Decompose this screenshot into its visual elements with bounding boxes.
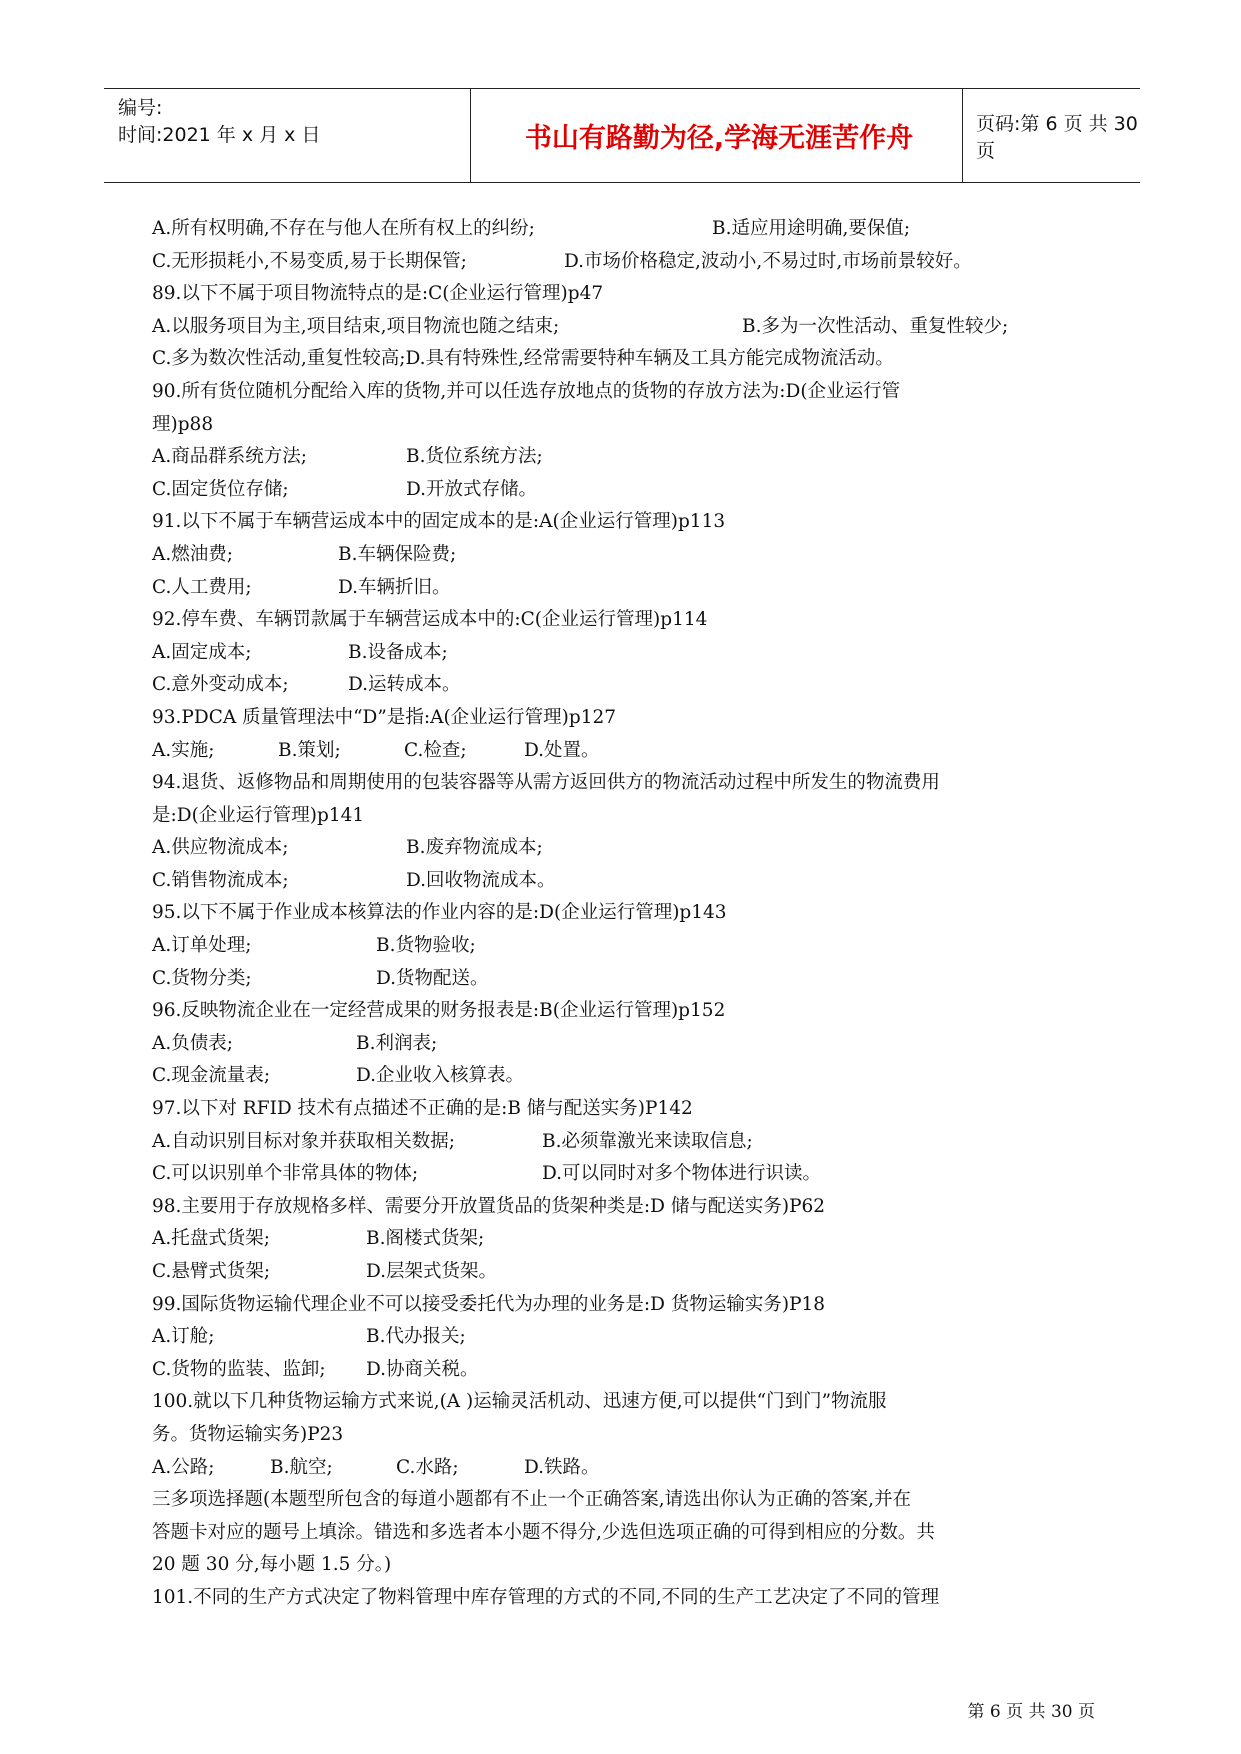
text-segment: B.阁楼式货架; bbox=[366, 1228, 485, 1250]
text-line bbox=[152, 441, 1112, 474]
text-line bbox=[152, 1093, 1112, 1126]
text-segment: C.现金流量表; bbox=[152, 1065, 271, 1087]
text-segment: A.燃油费; bbox=[152, 543, 233, 565]
text-segment: B.代办报关; bbox=[366, 1326, 466, 1348]
text-segment: 答题卡对应的题号上填涂。错选和多选者本小题不得分,少选但选项正确的可得到相应的分数。共 bbox=[152, 1521, 935, 1543]
text-line bbox=[152, 995, 1112, 1028]
header-divider-right bbox=[962, 89, 963, 182]
text-segment: C.固定货位存储; bbox=[152, 478, 289, 500]
text-line bbox=[152, 1028, 1112, 1061]
page-footer: 第 6 页 共 30 页 bbox=[967, 1702, 1095, 1722]
text-line bbox=[152, 832, 1112, 865]
text-line bbox=[152, 637, 1112, 670]
text-segment: 务。货物运输实务)P23 bbox=[152, 1423, 344, 1445]
text-segment: B.利润表; bbox=[356, 1032, 438, 1054]
text-line bbox=[152, 311, 1112, 344]
text-segment: B.货位系统方法; bbox=[406, 446, 543, 468]
text-segment: C.人工费用; bbox=[152, 576, 252, 598]
text-segment: C.销售物流成本; bbox=[152, 869, 289, 891]
text-segment: 20 题 30 分,每小题 1.5 分。) bbox=[152, 1554, 392, 1576]
text-segment: A.托盘式货架; bbox=[152, 1228, 270, 1250]
text-segment: D.可以同时对多个物体进行识读。 bbox=[542, 1163, 822, 1185]
text-line bbox=[152, 1223, 1112, 1256]
text-segment: D.层架式货架。 bbox=[366, 1261, 498, 1282]
text-segment: 96.反映物流企业在一定经营成果的财务报表是:B(企业运行管理)p152 bbox=[152, 1000, 726, 1022]
text-segment: D.协商关税。 bbox=[366, 1358, 479, 1380]
text-segment: B.车辆保险费; bbox=[338, 543, 457, 565]
document-time-label: 时间:2021 年 x 月 x 日 bbox=[118, 124, 321, 146]
text-line bbox=[152, 1158, 1112, 1191]
text-segment: C.意外变动成本; bbox=[152, 674, 289, 696]
text-segment: A.商品群系统方法; bbox=[152, 446, 307, 468]
text-segment: 94.退货、返修物品和周期使用的包装容器等从需方返回供方的物流活动过程中所发生的物流费用 bbox=[152, 772, 940, 794]
text-segment: A.供应物流成本; bbox=[152, 837, 289, 859]
text-line bbox=[152, 1549, 1112, 1582]
text-segment: B.航空; bbox=[270, 1456, 333, 1478]
text-segment: D.回收物流成本。 bbox=[406, 869, 556, 891]
text-segment: 90.所有货位随机分配给入库的货物,并可以任选存放地点的货物的存放方法为:D(企业运行管 bbox=[152, 380, 901, 402]
text-segment: D.市场价格稳定,波动小,不易过时,市场前景较好。 bbox=[564, 250, 972, 272]
text-segment: B.策划; bbox=[278, 739, 341, 761]
text-segment: C.检查; bbox=[404, 739, 467, 761]
text-line bbox=[152, 1060, 1112, 1093]
text-segment: 101.不同的生产方式决定了物料管理中库存管理的方式的不同,不同的生产工艺决定了不同的管理 bbox=[152, 1586, 940, 1608]
text-segment: A.固定成本; bbox=[152, 641, 252, 663]
text-line bbox=[152, 1484, 1112, 1517]
text-segment: A.以服务项目为主,项目结束,项目物流也随之结束; bbox=[152, 315, 560, 337]
text-segment: D.开放式存储。 bbox=[406, 478, 538, 500]
text-segment: C.悬臂式货架; bbox=[152, 1261, 271, 1282]
document-number-label: 编号: bbox=[118, 97, 163, 119]
text-segment: B.废弃物流成本; bbox=[406, 837, 543, 859]
text-segment: 99.国际货物运输代理企业不可以接受委托代为办理的业务是:D 货物运输实务)P18 bbox=[152, 1293, 826, 1315]
text-segment: B.设备成本; bbox=[348, 641, 448, 663]
text-segment: 是:D(企业运行管理)p141 bbox=[152, 804, 365, 826]
text-segment: 93.PDCA 质量管理法中“D”是指:A(企业运行管理)p127 bbox=[152, 706, 617, 728]
text-segment: B.多为一次性活动、重复性较少; bbox=[742, 315, 1009, 337]
text-line bbox=[152, 1256, 1112, 1289]
text-line bbox=[152, 1191, 1112, 1224]
text-segment: D.企业收入核算表。 bbox=[356, 1065, 525, 1087]
text-line bbox=[152, 930, 1112, 963]
text-segment: C.多为数次性活动,重复性较高;D.具有特殊性,经常需要特种车辆及工具方能完成物流活动。 bbox=[152, 348, 894, 370]
text-segment: C.货物的监装、监卸; bbox=[152, 1358, 326, 1380]
text-segment: 100.就以下几种货物运输方式来说,(A )运输灵活机动、迅速方便,可以提供“门到门”物流服 bbox=[152, 1391, 887, 1413]
text-segment: 91.以下不属于车辆营运成本中的固定成本的是:A(企业运行管理)p113 bbox=[152, 511, 726, 533]
text-line bbox=[152, 963, 1112, 996]
text-segment: C.货物分类; bbox=[152, 967, 252, 989]
text-line bbox=[152, 409, 1112, 442]
header-page-label: 页码:第 6 页 共 30 页 bbox=[976, 112, 1138, 162]
text-segment: C.可以识别单个非常具体的物体; bbox=[152, 1163, 419, 1185]
header-left-block bbox=[118, 95, 320, 149]
text-line bbox=[152, 1517, 1112, 1550]
text-segment: B.适应用途明确,要保值; bbox=[712, 218, 911, 239]
text-segment: C.水路; bbox=[396, 1456, 459, 1478]
text-line bbox=[152, 1126, 1112, 1159]
text-segment: 95.以下不属于作业成本核算法的作业内容的是:D(企业运行管理)p143 bbox=[152, 902, 727, 924]
text-segment: A.公路; bbox=[152, 1456, 215, 1478]
text-line bbox=[152, 897, 1112, 930]
document-body bbox=[152, 213, 1112, 1615]
text-line bbox=[152, 800, 1112, 833]
text-segment: D.车辆折旧。 bbox=[338, 576, 451, 598]
text-segment: A.订单处理; bbox=[152, 935, 252, 957]
text-line bbox=[152, 1452, 1112, 1485]
text-segment: D.运转成本。 bbox=[348, 674, 461, 696]
text-segment: 理)p88 bbox=[152, 413, 214, 435]
text-segment: D.货物配送。 bbox=[376, 967, 489, 989]
text-line bbox=[152, 278, 1112, 311]
text-line bbox=[152, 1386, 1112, 1419]
text-segment: 98.主要用于存放规格多样、需要分开放置货品的货架种类是:D 储与配送实务)P62 bbox=[152, 1195, 826, 1217]
text-segment: B.必须靠激光来读取信息; bbox=[542, 1130, 753, 1152]
text-line bbox=[152, 1354, 1112, 1387]
text-line bbox=[152, 1321, 1112, 1354]
text-line bbox=[152, 604, 1112, 637]
text-line bbox=[152, 702, 1112, 735]
text-line bbox=[152, 865, 1112, 898]
text-line bbox=[152, 735, 1112, 768]
text-segment: B.货物验收; bbox=[376, 935, 476, 957]
text-line bbox=[152, 213, 1112, 246]
text-line bbox=[152, 343, 1112, 376]
text-segment: A.所有权明确,不存在与他人在所有权上的纠纷; bbox=[152, 218, 535, 239]
text-segment: 三多项选择题(本题型所包含的每道小题都有不止一个正确答案,请选出你认为正确的答案,并在 bbox=[152, 1489, 911, 1511]
text-line bbox=[152, 506, 1112, 539]
text-segment: A.实施; bbox=[152, 739, 215, 761]
text-line bbox=[152, 246, 1112, 279]
text-segment: A.订舱; bbox=[152, 1326, 215, 1348]
text-segment: D.铁路。 bbox=[524, 1456, 600, 1478]
text-line bbox=[152, 669, 1112, 702]
text-segment: 92.停车费、车辆罚款属于车辆营运成本中的:C(企业运行管理)p114 bbox=[152, 609, 708, 631]
text-line bbox=[152, 376, 1112, 409]
text-line bbox=[152, 474, 1112, 507]
text-segment: C.无形损耗小,不易变质,易于长期保管; bbox=[152, 250, 467, 272]
text-segment: 97.以下对 RFID 技术有点描述不正确的是:B 储与配送实务)P142 bbox=[152, 1098, 693, 1120]
text-segment: A.负债表; bbox=[152, 1032, 233, 1054]
text-segment: D.处置。 bbox=[524, 739, 600, 761]
text-line bbox=[152, 767, 1112, 800]
text-segment: A.自动识别目标对象并获取相关数据; bbox=[152, 1130, 455, 1152]
header-motto: 书山有路勤为径,学海无涯苦作舟 bbox=[524, 123, 914, 154]
text-line bbox=[152, 1419, 1112, 1452]
text-segment: 89.以下不属于项目物流特点的是:C(企业运行管理)p47 bbox=[152, 283, 604, 305]
text-line bbox=[152, 539, 1112, 572]
text-line bbox=[152, 1582, 1112, 1615]
header-divider-left bbox=[470, 89, 471, 182]
page-header bbox=[104, 88, 1140, 183]
text-line bbox=[152, 572, 1112, 605]
text-line bbox=[152, 1289, 1112, 1322]
